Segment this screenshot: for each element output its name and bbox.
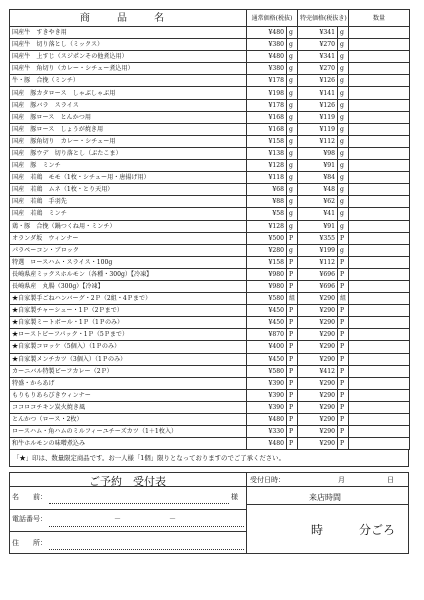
table-row: [10, 353, 410, 365]
regular-price: ¥870: [247, 329, 287, 341]
header-quantity: 数量: [349, 10, 410, 27]
sale-price: ¥290: [298, 414, 338, 426]
regular-price: ¥118: [247, 172, 287, 184]
regular-unit: P: [287, 426, 298, 438]
product-name: 国産 若鶏 ムネ（1枚・とり天用）: [10, 184, 247, 196]
quantity-cell[interactable]: [349, 232, 410, 244]
sale-unit: P: [338, 268, 349, 280]
sale-price: ¥98: [298, 147, 338, 159]
sale-unit: P: [338, 426, 349, 438]
phone-dash: －: [169, 515, 176, 524]
product-name: ★ローストビーフパック・1Ｐ（5Ｐまで）: [10, 329, 247, 341]
sale-price: ¥290: [298, 305, 338, 317]
regular-price: ¥480: [247, 27, 287, 39]
table-row: [10, 220, 410, 232]
table-row: [10, 329, 410, 341]
divider: [9, 531, 247, 532]
quantity-cell[interactable]: [349, 341, 410, 353]
regular-price: ¥380: [247, 63, 287, 75]
table-row: [10, 51, 410, 63]
quantity-cell[interactable]: [349, 51, 410, 63]
product-name: 国産 若鶏 ミンチ: [10, 208, 247, 220]
table-row: [10, 293, 410, 305]
regular-price: ¥158: [247, 135, 287, 147]
regular-unit: g: [287, 27, 298, 39]
sale-price: ¥290: [298, 401, 338, 413]
regular-price: ¥198: [247, 87, 287, 99]
quantity-cell[interactable]: [349, 123, 410, 135]
sale-unit: g: [338, 160, 349, 172]
regular-price: ¥168: [247, 123, 287, 135]
quantity-cell[interactable]: [349, 305, 410, 317]
sale-unit: P: [338, 341, 349, 353]
quantity-cell[interactable]: [349, 280, 410, 292]
product-name: 国産 豚ロース しょうが焼き用: [10, 123, 247, 135]
quantity-cell[interactable]: [349, 438, 410, 450]
product-name: ★自家製ミートボール・1Ｐ（1Ｐのみ）: [10, 317, 247, 329]
regular-price: ¥450: [247, 353, 287, 365]
table-row: [10, 244, 410, 256]
quantity-cell[interactable]: [349, 377, 410, 389]
regular-price: ¥128: [247, 160, 287, 172]
quantity-cell[interactable]: [349, 172, 410, 184]
table-row: [10, 123, 410, 135]
product-name: 国産 豚角切り カレー・シチュー用: [10, 135, 247, 147]
phone-line[interactable]: [49, 526, 244, 527]
sale-unit: g: [338, 87, 349, 99]
quantity-cell[interactable]: [349, 220, 410, 232]
reservation-title: ご予約 受付表: [89, 475, 166, 489]
table-row: [10, 365, 410, 377]
regular-unit: g: [287, 51, 298, 63]
price-rows: [10, 27, 410, 450]
regular-unit: P: [287, 341, 298, 353]
quantity-cell[interactable]: [349, 268, 410, 280]
product-name: 和牛ホルモンの味噌煮込み: [10, 438, 247, 450]
sale-unit: P: [338, 329, 349, 341]
header-product-name: 商 品 名: [10, 10, 247, 27]
table-row: [10, 317, 410, 329]
sale-price: ¥290: [298, 293, 338, 305]
product-name: カーニバル特製ビーフカレー（2Ｐ）: [10, 365, 247, 377]
product-name: ココロコチキン炭火焼き風: [10, 401, 247, 413]
address-label: 住 所：: [12, 539, 47, 548]
sale-price: ¥48: [298, 184, 338, 196]
sale-price: ¥112: [298, 135, 338, 147]
table-row: [10, 184, 410, 196]
sale-price: ¥290: [298, 389, 338, 401]
honorific-label: 様: [231, 493, 238, 502]
minute-label: 分ごろ: [359, 523, 396, 538]
quantity-cell[interactable]: [349, 147, 410, 159]
regular-unit: P: [287, 317, 298, 329]
regular-price: ¥580: [247, 293, 287, 305]
table-row: [10, 256, 410, 268]
quantity-cell[interactable]: [349, 329, 410, 341]
product-name: 特盛・からあげ: [10, 377, 247, 389]
table-row: [10, 160, 410, 172]
quantity-cell[interactable]: [349, 414, 410, 426]
sale-price: ¥290: [298, 377, 338, 389]
quantity-cell[interactable]: [349, 63, 410, 75]
regular-price: ¥980: [247, 280, 287, 292]
table-row: [10, 414, 410, 426]
sale-unit: g: [338, 39, 349, 51]
regular-unit: g: [287, 63, 298, 75]
sale-price: ¥119: [298, 111, 338, 123]
regular-unit: g: [287, 172, 298, 184]
product-name: 国産牛 角切り（カレー・シチュー煮込用）: [10, 63, 247, 75]
sale-price: ¥62: [298, 196, 338, 208]
sale-unit: g: [338, 135, 349, 147]
sale-price: ¥270: [298, 63, 338, 75]
regular-price: ¥280: [247, 244, 287, 256]
regular-price: ¥128: [247, 220, 287, 232]
regular-unit: g: [287, 87, 298, 99]
quantity-cell[interactable]: [349, 353, 410, 365]
quantity-cell[interactable]: [349, 39, 410, 51]
product-name: ロースハム・角ハムのミルフィーユチーズカツ（1＋1枚入）: [10, 426, 247, 438]
table-row: [10, 377, 410, 389]
sale-price: ¥91: [298, 160, 338, 172]
visit-time-label: 来店時間: [309, 493, 341, 503]
quantity-cell[interactable]: [349, 317, 410, 329]
regular-price: ¥68: [247, 184, 287, 196]
regular-price: ¥380: [247, 39, 287, 51]
regular-unit: P: [287, 438, 298, 450]
month-label: 月: [338, 476, 345, 485]
quantity-cell[interactable]: [349, 293, 410, 305]
regular-price: ¥168: [247, 111, 287, 123]
sale-unit: P: [338, 377, 349, 389]
sale-unit: g: [338, 196, 349, 208]
regular-unit: P: [287, 389, 298, 401]
regular-price: ¥138: [247, 147, 287, 159]
sale-unit: P: [338, 438, 349, 450]
regular-price: ¥450: [247, 317, 287, 329]
table-row: [10, 341, 410, 353]
sale-unit: P: [338, 414, 349, 426]
quantity-cell[interactable]: [349, 160, 410, 172]
name-line[interactable]: [49, 503, 229, 504]
limited-notice: 「★」印は、数量限定商品です。お一人様「1個」限りとなっておりますのでご了承ください。: [9, 450, 409, 467]
quantity-cell[interactable]: [349, 75, 410, 87]
regular-price: ¥580: [247, 365, 287, 377]
regular-unit: g: [287, 196, 298, 208]
regular-unit: g: [287, 208, 298, 220]
hour-label: 時: [311, 523, 324, 538]
product-name: 鶏・豚 合挽（鍋つくね用・ミンチ）: [10, 220, 247, 232]
regular-unit: P: [287, 377, 298, 389]
regular-unit: g: [287, 39, 298, 51]
table-row: [10, 39, 410, 51]
sale-price: ¥355: [298, 232, 338, 244]
quantity-cell[interactable]: [349, 244, 410, 256]
regular-unit: g: [287, 99, 298, 111]
table-row: [10, 268, 410, 280]
sale-price: ¥91: [298, 220, 338, 232]
quantity-cell[interactable]: [349, 99, 410, 111]
sale-price: ¥290: [298, 438, 338, 450]
quantity-cell[interactable]: [349, 111, 410, 123]
product-name: 国産牛 上すじ（スジポンその他煮込用）: [10, 51, 247, 63]
table-row: [10, 196, 410, 208]
table-row: [10, 389, 410, 401]
quantity-cell[interactable]: [349, 184, 410, 196]
product-name: 特選 ロースハム・スライス・100g: [10, 256, 247, 268]
regular-unit: g: [287, 244, 298, 256]
sale-price: ¥126: [298, 75, 338, 87]
product-name: ★自家製メンチカツ（3個入）（1Ｐのみ）: [10, 353, 247, 365]
quantity-cell[interactable]: [349, 401, 410, 413]
regular-unit: g: [287, 160, 298, 172]
table-row: [10, 172, 410, 184]
sale-unit: P: [338, 389, 349, 401]
product-name: ★自家製チャーシュー・1Ｐ（2Ｐまで）: [10, 305, 247, 317]
table-row: [10, 280, 410, 292]
sale-price: ¥290: [298, 317, 338, 329]
regular-price: ¥480: [247, 414, 287, 426]
regular-price: ¥450: [247, 305, 287, 317]
product-name: 国産 豚 ミンチ: [10, 160, 247, 172]
regular-unit: 組: [287, 293, 298, 305]
table-row: [10, 147, 410, 159]
sale-price: ¥290: [298, 329, 338, 341]
sale-price: ¥341: [298, 51, 338, 63]
regular-unit: P: [287, 232, 298, 244]
quantity-cell[interactable]: [349, 87, 410, 99]
divider: [247, 486, 409, 487]
quantity-cell[interactable]: [349, 196, 410, 208]
quantity-cell[interactable]: [349, 365, 410, 377]
sale-price: ¥41: [298, 208, 338, 220]
table-row: [10, 99, 410, 111]
sale-unit: g: [338, 184, 349, 196]
day-label: 日: [387, 476, 394, 485]
phone-dash: －: [114, 515, 121, 524]
regular-price: ¥500: [247, 232, 287, 244]
product-name: 国産 豚バラ スライス: [10, 99, 247, 111]
regular-price: ¥480: [247, 438, 287, 450]
sale-price: ¥141: [298, 87, 338, 99]
sale-unit: g: [338, 147, 349, 159]
sale-unit: g: [338, 172, 349, 184]
sale-unit: g: [338, 75, 349, 87]
product-name: 国産 豚ロース とんかつ用: [10, 111, 247, 123]
product-name: もりもりあらびきウィンナー: [10, 389, 247, 401]
product-name: オランダ坂 ウィンナー: [10, 232, 247, 244]
table-row: [10, 111, 410, 123]
sale-price: ¥290: [298, 426, 338, 438]
sale-price: ¥112: [298, 256, 338, 268]
table-row: [10, 63, 410, 75]
sale-price: ¥696: [298, 280, 338, 292]
regular-price: ¥88: [247, 196, 287, 208]
table-header-row: [10, 10, 410, 27]
divider: [9, 509, 247, 510]
table-row: [10, 208, 410, 220]
product-name: 牛・豚 合挽（ミンチ）: [10, 75, 247, 87]
header-regular-price: 通常価格(税抜): [247, 10, 298, 27]
regular-unit: P: [287, 256, 298, 268]
regular-unit: g: [287, 111, 298, 123]
regular-price: ¥390: [247, 401, 287, 413]
sale-unit: P: [338, 317, 349, 329]
sale-unit: g: [338, 244, 349, 256]
reservation-form: [9, 472, 409, 554]
regular-unit: g: [287, 147, 298, 159]
regular-price: ¥480: [247, 51, 287, 63]
sale-unit: g: [338, 51, 349, 63]
table-row: [10, 75, 410, 87]
regular-unit: P: [287, 365, 298, 377]
sale-unit: P: [338, 305, 349, 317]
sale-price: ¥126: [298, 99, 338, 111]
regular-unit: g: [287, 135, 298, 147]
divider: [247, 504, 409, 505]
regular-unit: g: [287, 184, 298, 196]
price-table: [9, 9, 410, 450]
product-name: とんかつ（ロース・2枚）: [10, 414, 247, 426]
regular-price: ¥980: [247, 268, 287, 280]
sale-unit: P: [338, 232, 349, 244]
sale-price: ¥290: [298, 353, 338, 365]
sale-price: ¥199: [298, 244, 338, 256]
regular-price: ¥330: [247, 426, 287, 438]
table-row: [10, 438, 410, 450]
sale-unit: P: [338, 280, 349, 292]
quantity-cell[interactable]: [349, 389, 410, 401]
sale-price: ¥119: [298, 123, 338, 135]
product-name: 国産牛 切り落とし（ミックス）: [10, 39, 247, 51]
regular-price: ¥178: [247, 99, 287, 111]
regular-price: ¥390: [247, 389, 287, 401]
sale-price: ¥341: [298, 27, 338, 39]
sale-unit: P: [338, 256, 349, 268]
table-row: [10, 27, 410, 39]
product-name: 国産 若鶏 手羽先: [10, 196, 247, 208]
regular-price: ¥390: [247, 377, 287, 389]
regular-price: ¥178: [247, 75, 287, 87]
phone-label: 電話番号：: [12, 515, 47, 524]
table-row: [10, 232, 410, 244]
product-name: ★自家製コロッケ（5個入）（1Ｐのみ）: [10, 341, 247, 353]
product-name: 国産 豚ウデ 切り落とし（ぶたこま）: [10, 147, 247, 159]
sale-price: ¥84: [298, 172, 338, 184]
table-row: [10, 426, 410, 438]
table-row: [10, 135, 410, 147]
product-name: 長崎県産 丸腸（300g）【冷凍】: [10, 280, 247, 292]
name-label: 名 前：: [12, 493, 47, 502]
sale-unit: g: [338, 27, 349, 39]
quantity-cell[interactable]: [349, 208, 410, 220]
sale-price: ¥696: [298, 268, 338, 280]
price-list-sheet: [9, 9, 409, 554]
sale-unit: g: [338, 111, 349, 123]
regular-unit: P: [287, 353, 298, 365]
sale-unit: P: [338, 353, 349, 365]
regular-unit: P: [287, 414, 298, 426]
product-name: 長崎県産ミックスホルモン（各種・300g）【冷凍】: [10, 268, 247, 280]
product-name: 国産 豚カタロース しゃぶしゃぶ用: [10, 87, 247, 99]
regular-price: ¥58: [247, 208, 287, 220]
quantity-cell[interactable]: [349, 135, 410, 147]
product-name: 国産 若鶏 モモ（1枚・シチュー用・唐揚げ用）: [10, 172, 247, 184]
product-name: 国産牛 すきやき用: [10, 27, 247, 39]
table-row: [10, 87, 410, 99]
regular-unit: g: [287, 75, 298, 87]
sale-unit: g: [338, 220, 349, 232]
sale-unit: P: [338, 401, 349, 413]
header-sale-price: 特売価格(税抜き): [298, 10, 349, 27]
sale-unit: g: [338, 208, 349, 220]
sale-price: ¥270: [298, 39, 338, 51]
sale-unit: g: [338, 123, 349, 135]
sale-price: ¥290: [298, 341, 338, 353]
quantity-cell[interactable]: [349, 426, 410, 438]
regular-price: ¥400: [247, 341, 287, 353]
regular-unit: P: [287, 329, 298, 341]
quantity-cell[interactable]: [349, 256, 410, 268]
address-line[interactable]: [49, 549, 244, 550]
regular-unit: g: [287, 123, 298, 135]
table-row: [10, 401, 410, 413]
sale-unit: 組: [338, 293, 349, 305]
regular-unit: P: [287, 268, 298, 280]
regular-unit: g: [287, 220, 298, 232]
sale-unit: P: [338, 365, 349, 377]
regular-unit: P: [287, 401, 298, 413]
table-row: [10, 305, 410, 317]
regular-unit: P: [287, 305, 298, 317]
product-name: パラペーコン・ブロック: [10, 244, 247, 256]
regular-price: ¥158: [247, 256, 287, 268]
sale-price: ¥412: [298, 365, 338, 377]
sale-unit: g: [338, 63, 349, 75]
regular-unit: P: [287, 280, 298, 292]
quantity-cell[interactable]: [349, 27, 410, 39]
received-label: 受付日時：: [250, 476, 285, 485]
product-name: ★自家製手ごねハンバーグ・2Ｐ（2組・4Ｐまで）: [10, 293, 247, 305]
sale-unit: g: [338, 99, 349, 111]
